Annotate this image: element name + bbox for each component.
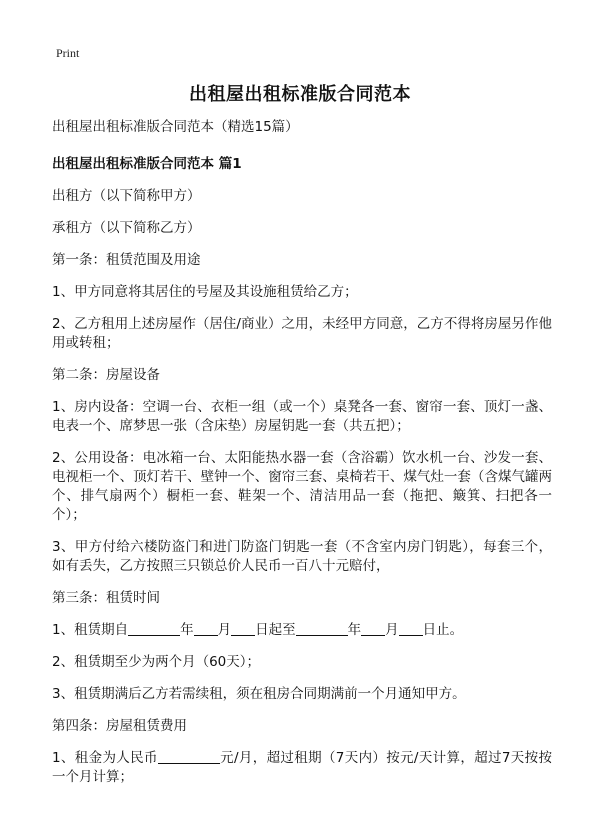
start-day-blank xyxy=(231,621,255,636)
lease-start-label: 1、租赁期自 xyxy=(52,622,129,638)
start-month-blank xyxy=(194,621,218,636)
article-2-clause-3: 3、甲方付给六楼防盗门和进门防盗门钥匙一套（不含室内房门钥匙），每套三个，如有丢失，乙方按照三只锁总价人民币一百八十元赔付， xyxy=(52,539,552,574)
lessor-line: 出租方（以下简称甲方） xyxy=(52,188,201,204)
lessee-line: 承租方（以下简称乙方） xyxy=(52,220,201,236)
print-link[interactable]: Print xyxy=(56,46,80,60)
end-month-blank xyxy=(361,621,385,636)
article-2-clause-2: 2、公用设备：电冰箱一台、太阳能热水器一套（含浴霸）饮水机一台、沙发一套、电视柜一个、顶灯若干、壁钟一个、窗帘三套、桌椅若干、煤气灶一套（含煤气罐两个、排气扇两个）橱柜一套、鞋架一个、清洁用品一套（拖把、簸箕、扫把各一个）； xyxy=(52,450,552,523)
rent-amount-blank xyxy=(158,749,220,764)
document-title: 出租屋出租标准版合同范本 xyxy=(189,84,411,105)
document-body xyxy=(52,118,552,800)
article-3-clause-2: 2、租赁期至少为两个月（60天）； xyxy=(52,654,261,670)
article-4-title: 第四条：房屋租赁费用 xyxy=(52,718,187,734)
rent-label: 1、租金为人民币 xyxy=(52,750,158,766)
end-year-blank xyxy=(296,621,348,636)
month-label: 月 xyxy=(385,622,399,638)
day-until-label: 日起至 xyxy=(255,622,296,638)
document-subtitle: 出租屋出租标准版合同范本（精选15篇） xyxy=(52,119,299,135)
year-label: 年 xyxy=(347,622,362,638)
article-3-clause-1 xyxy=(52,621,552,640)
article-2-clause-1: 1、房内设备：空调一台、衣柜一组（或一个）桌凳各一套、窗帘一套、顶灯一盏、电表一个、席梦思一张（含床垫）房屋钥匙一套（共五把）； xyxy=(52,399,552,434)
section-heading: 出租屋出租标准版合同范本 篇1 xyxy=(52,156,242,172)
article-2-title: 第二条：房屋设备 xyxy=(52,367,160,383)
article-3-clause-3: 3、租赁期满后乙方若需续租，须在租房合同期满前一个月通知甲方。 xyxy=(52,686,466,702)
year-label: 年 xyxy=(180,622,194,638)
month-label: 月 xyxy=(217,622,232,638)
article-1-title: 第一条：租赁范围及用途 xyxy=(52,252,201,268)
end-day-blank xyxy=(399,621,423,636)
start-year-blank xyxy=(128,621,180,636)
article-1-clause-1: 1、甲方同意将其居住的号屋及其设施租赁给乙方； xyxy=(52,284,358,300)
article-1-clause-2: 2、乙方租用上述房屋作（居住/商业）之用，未经甲方同意，乙方不得将房屋另作他用或转租； xyxy=(52,316,552,351)
article-4-clause-1 xyxy=(52,749,552,787)
article-3-title: 第三条：租赁时间 xyxy=(52,590,160,606)
rent-terms: 元/月，超过租期（7天内）按元/天计算，超过7天按按一个月计算； xyxy=(52,750,552,785)
day-end-label: 日止。 xyxy=(422,622,464,638)
